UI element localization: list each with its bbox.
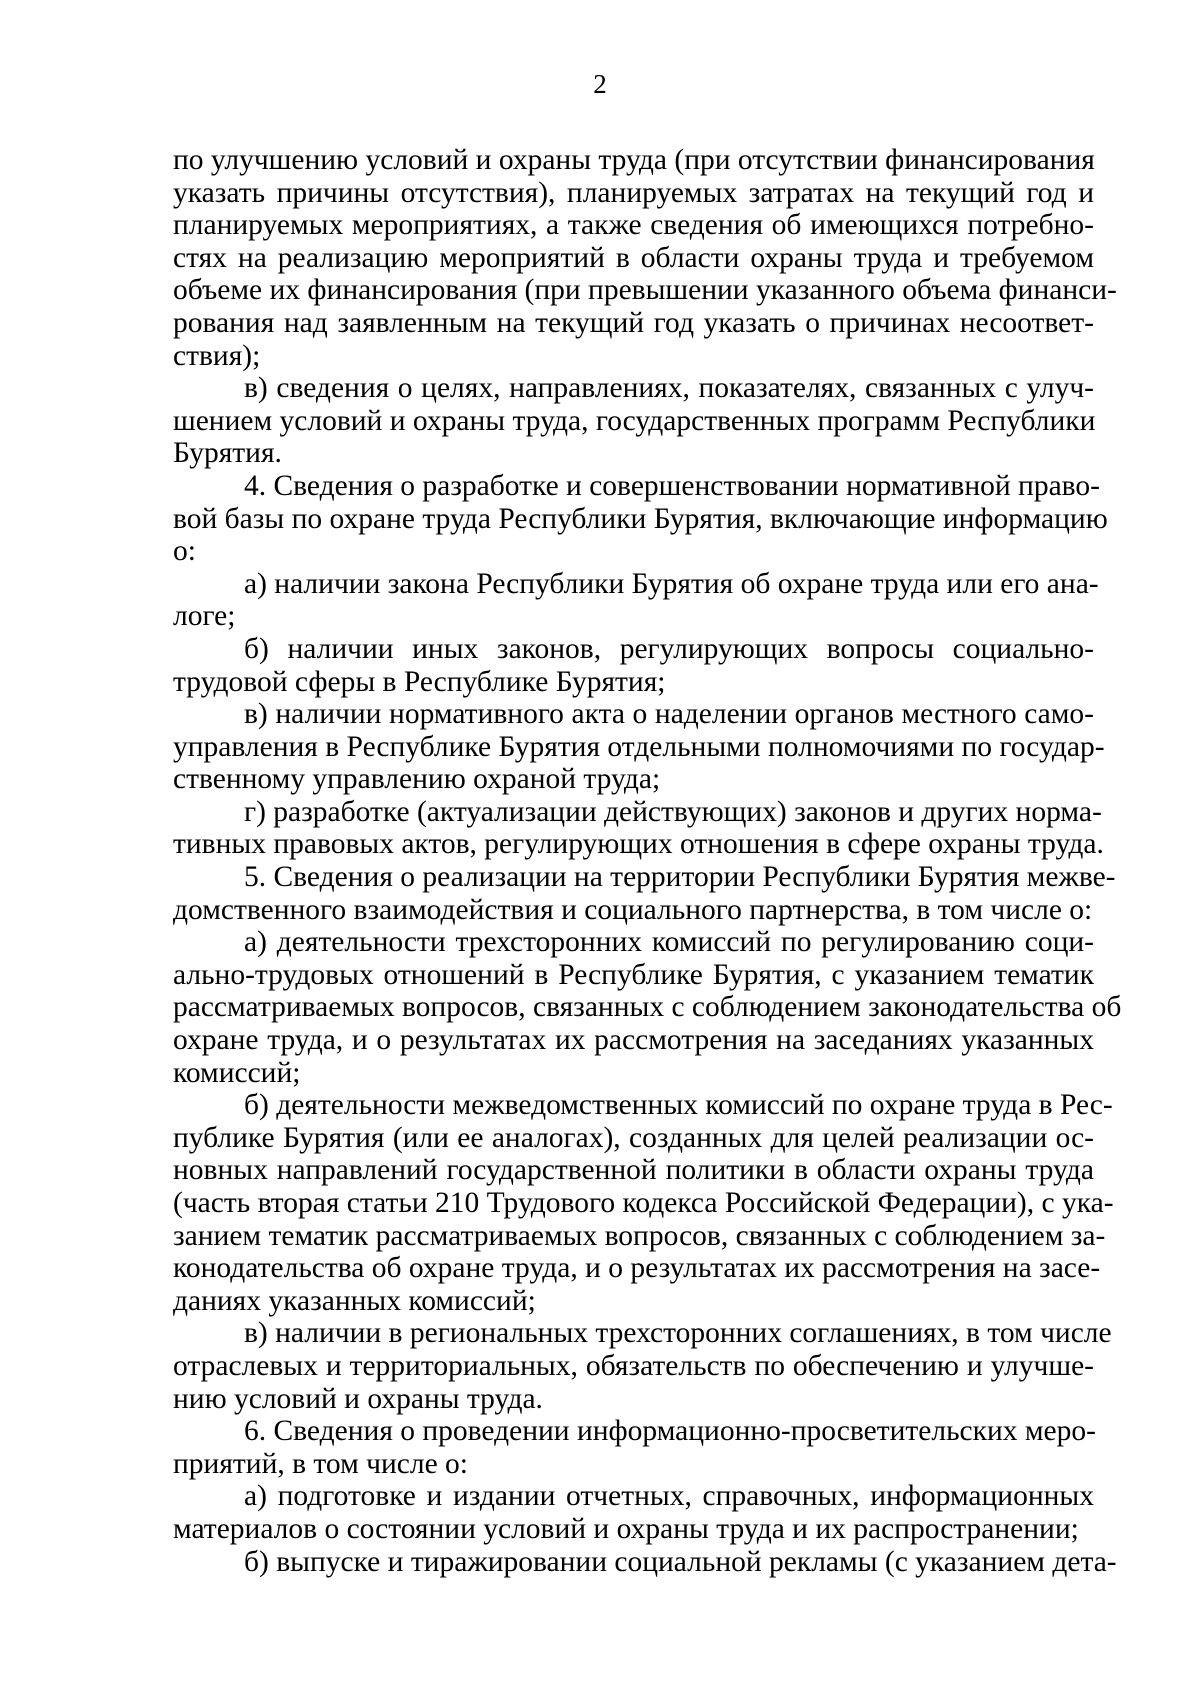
paragraph xyxy=(173,144,1117,372)
paragraph xyxy=(173,1545,1117,1579)
paragraph-line: шением условий и охраны труда, государственных программ Республики xyxy=(173,404,1096,437)
paragraph-line: в) наличии нормативного акта о наделении органов местного само- xyxy=(244,698,1094,731)
paragraph-line: тивных правовых актов, регулирующих отношения в сфере охраны труда. xyxy=(173,828,1104,861)
paragraph xyxy=(173,795,1104,861)
paragraph-line: вой базы по охране труда Республики Бурятия, включающие информацию xyxy=(173,502,1108,535)
paragraph-line: а) подготовке и издании отчетных, справочных, информационных xyxy=(244,1480,1094,1513)
paragraph-line: охране труда, и о результатах их рассмотрения на заседаниях указанных xyxy=(173,1024,1094,1057)
page-number: 2 xyxy=(593,69,607,99)
paragraph-line: Бурятия. xyxy=(173,437,282,470)
paragraph xyxy=(173,469,1108,568)
paragraph-line: отраслевых и территориальных, обязательств по обеспечению и улучше- xyxy=(173,1349,1094,1382)
paragraph-line: рассматриваемых вопросов, связанных с соблюдением законодательства об xyxy=(173,991,1122,1024)
paragraph-line: а) деятельности трехсторонних комиссий по регулированию соци- xyxy=(244,926,1094,959)
paragraph-line: управления в Республике Бурятия отдельными полномочиями по государ- xyxy=(173,730,1105,763)
paragraph-line: новных направлений государственной политики в области охраны труда xyxy=(173,1154,1094,1187)
paragraph-line: б) выпуске и тиражировании социальной рекламы (с указанием дета- xyxy=(244,1545,1117,1578)
paragraph-line: рования над заявленным на текущий год указать о причинах несоответ- xyxy=(173,306,1094,339)
paragraph-line: нию условий и охраны труда. xyxy=(173,1382,543,1415)
paragraph-line: домственного взаимодействия и социального партнерства, в том числе о: xyxy=(173,893,1093,926)
paragraph-line: даниях указанных комиссий; xyxy=(173,1284,536,1317)
paragraph-line: б) наличии иных законов, регулирующих вопросы социально- xyxy=(244,632,1094,665)
paragraph-line: 6. Сведения о проведении информационно-просветительских меро- xyxy=(244,1415,1096,1448)
paragraph-line: 4. Сведения о разработке и совершенствовании нормативной право- xyxy=(244,469,1100,502)
paragraph xyxy=(173,698,1105,796)
paragraph xyxy=(173,1089,1114,1317)
document-body xyxy=(173,144,1122,1578)
paragraph-line: приятий, в том числе о: xyxy=(173,1447,468,1480)
paragraph xyxy=(173,567,1099,633)
paragraph-line: в) наличии в региональных трехсторонних соглашениях, в том числе xyxy=(244,1317,1112,1350)
paragraph-line: по улучшению условий и охраны труда (при отсутствии финансирования xyxy=(173,144,1095,176)
paragraph-line: публике Бурятия (или ее аналогах), созданных для целей реализации ос- xyxy=(173,1121,1094,1154)
paragraph-line: трудовой сферы в Республике Бурятия; xyxy=(173,665,666,698)
paragraph-line: а) наличии закона Республики Бурятия об охране труда или его ана- xyxy=(244,567,1099,600)
paragraph-line: ственному управлению охраной труда; xyxy=(173,763,661,796)
paragraph-line: ствия); xyxy=(173,339,261,372)
paragraph xyxy=(173,633,1094,698)
paragraph-line: стях на реализацию мероприятий в области охраны труда и требуемом xyxy=(173,241,1094,274)
paragraph-line: объеме их финансирования (при превышении указанного объема финанси- xyxy=(173,274,1117,307)
paragraph-line: (часть вторая статьи 210 Трудового кодекса Российской Федерации), с ука- xyxy=(173,1187,1114,1219)
paragraph-line: г) разработке (актуализации действующих) законов и других норма- xyxy=(244,795,1102,828)
paragraph-line: комиссий; xyxy=(173,1056,301,1089)
paragraph-line: указать причины отсутствия), планируемых затратах на текущий год и xyxy=(173,176,1094,209)
paragraph-line: о: xyxy=(173,535,196,568)
paragraph xyxy=(173,926,1122,1089)
paragraph-line: занием тематик рассматриваемых вопросов, связанных с соблюдением за- xyxy=(173,1219,1106,1252)
paragraph-line: материалов о состоянии условий и охраны труда и их распространении; xyxy=(173,1512,1079,1545)
paragraph xyxy=(173,861,1116,926)
paragraph-line: в) сведения о целях, направлениях, показателях, связанных с улуч- xyxy=(244,372,1094,405)
paragraph xyxy=(173,1317,1112,1415)
paragraph xyxy=(173,1480,1094,1545)
paragraph-line: ально-трудовых отношений в Республике Бурятия, с указанием тематик xyxy=(173,958,1094,991)
paragraph-line: конодательства об охране труда, и о результатах их рассмотрения на засе- xyxy=(173,1252,1101,1285)
paragraph xyxy=(173,372,1094,470)
paragraph-line: 5. Сведения о реализации на территории Республики Бурятия межве- xyxy=(244,861,1116,894)
paragraph-line: планируемых мероприятиях, а также сведения об имеющихся потребно- xyxy=(173,209,1094,242)
paragraph-line: логе; xyxy=(173,600,236,633)
paragraph-line: б) деятельности межведомственных комиссий по охране труда в Рес- xyxy=(244,1089,1113,1122)
paragraph xyxy=(173,1415,1094,1480)
